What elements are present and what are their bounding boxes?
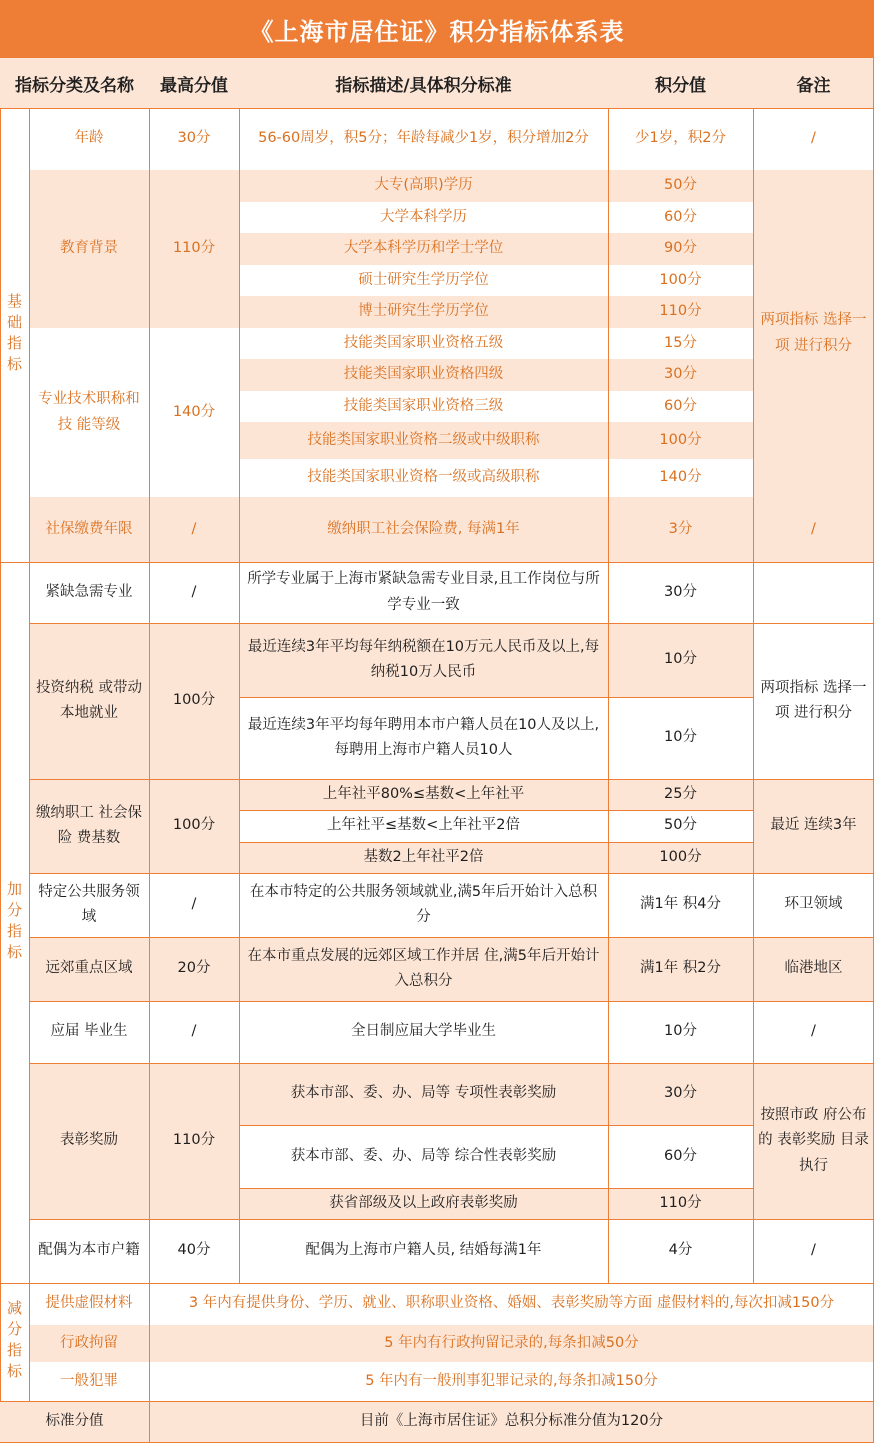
- spouse-note: /: [753, 1219, 874, 1283]
- insurance-row-desc: 上年社平80%≤基数<上年社平: [239, 779, 608, 810]
- skill-row-score: 100分: [608, 422, 753, 459]
- suburb-name: 远郊重点区域: [29, 937, 149, 1001]
- award-row-score: 60分: [608, 1125, 753, 1188]
- insurance-max: 100分: [149, 779, 239, 873]
- invest-name: 投资纳税 或带动本地就业: [29, 623, 149, 779]
- skill-row-score: 15分: [608, 328, 753, 359]
- insurance-row-score: 50分: [608, 810, 753, 842]
- age-desc: 56-60周岁，积5分；年龄每减少1岁，积分增加2分: [239, 108, 608, 170]
- skill-name: 专业技术职称和技 能等级: [29, 328, 149, 497]
- left-border: [0, 108, 1, 1401]
- award-row-score: 110分: [608, 1188, 753, 1219]
- graduate-name: 应届 毕业生: [29, 1001, 149, 1063]
- award-row-score: 30分: [608, 1063, 753, 1125]
- urgent-score: 30分: [608, 562, 753, 623]
- section-deduct-label: 减分指标: [5, 1300, 23, 1384]
- spouse-max: 40分: [149, 1219, 239, 1283]
- insurance-row-desc: 基数2上年社平2倍: [239, 842, 608, 873]
- invest-max: 100分: [149, 623, 239, 779]
- graduate-note: /: [753, 1001, 874, 1063]
- skill-max: 140分: [149, 328, 239, 497]
- grid-line: [753, 108, 754, 1283]
- grid-line: [29, 873, 874, 874]
- invest-row-desc: 最近连续3年平均每年纳税额在10万元人民币及以上,每纳税10万人民币: [239, 623, 608, 697]
- award-max: 110分: [149, 1063, 239, 1219]
- grid-line: [29, 1063, 874, 1064]
- skill-row-desc: 技能类国家职业资格三级: [239, 391, 608, 422]
- social-note: /: [753, 497, 874, 562]
- spouse-name: 配偶为本市户籍: [29, 1219, 149, 1283]
- grid-line: [608, 108, 609, 1283]
- education-row-score: 50分: [608, 170, 753, 202]
- age-max: 30分: [149, 108, 239, 170]
- public-score: 满1年 积4分: [608, 873, 753, 937]
- header-category: 指标分类及名称: [0, 58, 149, 108]
- education-row-score: 110分: [608, 296, 753, 328]
- insurance-row-score: 100分: [608, 842, 753, 873]
- social-name: 社保缴费年限: [29, 497, 149, 562]
- detain-name: 行政拘留: [29, 1325, 149, 1362]
- invest-row-score: 10分: [608, 623, 753, 697]
- invest-note: 两项指标 选择一项 进行积分: [753, 623, 874, 779]
- skill-row-score: 30分: [608, 359, 753, 391]
- award-row-desc: 获省部级及以上政府表彰奖励: [239, 1188, 608, 1219]
- crime-desc: 5 年内有一般刑事犯罪记录的,每条扣减150分: [149, 1362, 874, 1401]
- education-row-score: 60分: [608, 202, 753, 233]
- social-desc: 缴纳职工社会保险费, 每满1年: [239, 497, 608, 562]
- grid-line: [239, 810, 753, 811]
- section-divider: [0, 1401, 874, 1402]
- age-name: 年龄: [29, 108, 149, 170]
- page-title: 《上海市居住证》积分指标体系表: [0, 0, 874, 58]
- age-note: /: [753, 108, 874, 170]
- invest-row-desc: 最近连续3年平均每年聘用本市户籍人员在10人及以上,每聘用上海市户籍人员10人: [239, 697, 608, 779]
- header-note: 备注: [753, 58, 874, 108]
- social-score: 3分: [608, 497, 753, 562]
- grid-line: [239, 842, 753, 843]
- detain-desc: 5 年内有行政拘留记录的,每条扣减50分: [149, 1325, 874, 1362]
- education-name: 教育背景: [29, 170, 149, 328]
- social-max: /: [149, 497, 239, 562]
- grid-line: [239, 1188, 753, 1189]
- skill-row-score: 140分: [608, 459, 753, 497]
- award-row-desc: 获本市部、委、办、局等 专项性表彰奖励: [239, 1063, 608, 1125]
- grid-line: [29, 623, 874, 624]
- section-bonus-label: 加分指标: [5, 880, 23, 965]
- fake-desc: 3 年内有提供身份、学历、就业、职称职业资格、婚姻、表彰奖励等方面 虚假材料的,每次扣减150分: [149, 1283, 874, 1325]
- graduate-desc: 全日制应届大学毕业生: [239, 1001, 608, 1063]
- suburb-desc: 在本市重点发展的远郊区域工作并居 住,满5年后开始计入总积分: [239, 937, 608, 1001]
- insurance-name: 缴纳职工 社会保险 费基数: [29, 779, 149, 873]
- fake-name: 提供虚假材料: [29, 1283, 149, 1325]
- invest-row-score: 10分: [608, 697, 753, 779]
- skill-row-desc: 技能类国家职业资格五级: [239, 328, 608, 359]
- edu-skill-note: 两项指标 选择一项 进行积分: [753, 170, 874, 497]
- header-bottom: [0, 108, 874, 109]
- header-score: 积分值: [608, 58, 753, 108]
- urgent-desc: 所学专业属于上海市紧缺急需专业目录,且工作岗位与所学专业一致: [239, 562, 608, 623]
- education-row-score: 100分: [608, 265, 753, 296]
- suburb-score: 满1年 积2分: [608, 937, 753, 1001]
- header-max: 最高分值: [149, 58, 239, 108]
- urgent-note: [753, 562, 874, 623]
- standard-name: 标准分值: [0, 1401, 149, 1443]
- age-score: 少1岁，积2分: [608, 108, 753, 170]
- skill-row-desc: 技能类国家职业资格二级或中级职称: [239, 422, 608, 459]
- education-row-score: 90分: [608, 233, 753, 265]
- suburb-max: 20分: [149, 937, 239, 1001]
- grid-line: [29, 1001, 874, 1002]
- insurance-note: 最近 连续3年: [753, 779, 874, 873]
- skill-row-desc: 技能类国家职业资格一级或高级职称: [239, 459, 608, 497]
- header-desc: 指标描述/具体积分标准: [239, 58, 608, 108]
- award-note: 按照市政 府公布的 表彰奖励 目录执行: [753, 1063, 874, 1219]
- spouse-desc: 配偶为上海市户籍人员, 结婚每满1年: [239, 1219, 608, 1283]
- grid-line: [239, 1125, 753, 1126]
- suburb-note: 临港地区: [753, 937, 874, 1001]
- award-name: 表彰奖励: [29, 1063, 149, 1219]
- grid-line: [29, 937, 874, 938]
- public-name: 特定公共服务领域: [29, 873, 149, 937]
- spouse-score: 4分: [608, 1219, 753, 1283]
- urgent-name: 紧缺急需专业: [29, 562, 149, 623]
- urgent-max: /: [149, 562, 239, 623]
- public-note: 环卫领域: [753, 873, 874, 937]
- section-basic-label: 基础指标: [5, 293, 23, 377]
- education-max: 110分: [149, 170, 239, 328]
- education-row-desc: 大专(高职)学历: [239, 170, 608, 202]
- education-row-desc: 博士研究生学历学位: [239, 296, 608, 328]
- graduate-max: /: [149, 1001, 239, 1063]
- grid-line: [149, 108, 150, 1443]
- graduate-score: 10分: [608, 1001, 753, 1063]
- public-desc: 在本市特定的公共服务领域就业,满5年后开始计入总积分: [239, 873, 608, 937]
- grid-line: [29, 1219, 874, 1220]
- section-divider: [0, 562, 874, 563]
- skill-row-desc: 技能类国家职业资格四级: [239, 359, 608, 391]
- skill-row-score: 60分: [608, 391, 753, 422]
- award-row-desc: 获本市部、委、办、局等 综合性表彰奖励: [239, 1125, 608, 1188]
- education-row-desc: 硕士研究生学历学位: [239, 265, 608, 296]
- insurance-row-desc: 上年社平≤基数<上年社平2倍: [239, 810, 608, 842]
- public-max: /: [149, 873, 239, 937]
- section-divider: [29, 108, 30, 1401]
- standard-desc: 目前《上海市居住证》总积分标准分值为120分: [149, 1401, 874, 1443]
- grid-line: [239, 697, 753, 698]
- grid-line: [239, 108, 240, 1283]
- crime-name: 一般犯罪: [29, 1362, 149, 1401]
- section-divider: [0, 1283, 874, 1284]
- insurance-row-score: 25分: [608, 779, 753, 810]
- education-row-desc: 大学本科学历和学士学位: [239, 233, 608, 265]
- grid-line: [29, 779, 874, 780]
- education-row-desc: 大学本科学历: [239, 202, 608, 233]
